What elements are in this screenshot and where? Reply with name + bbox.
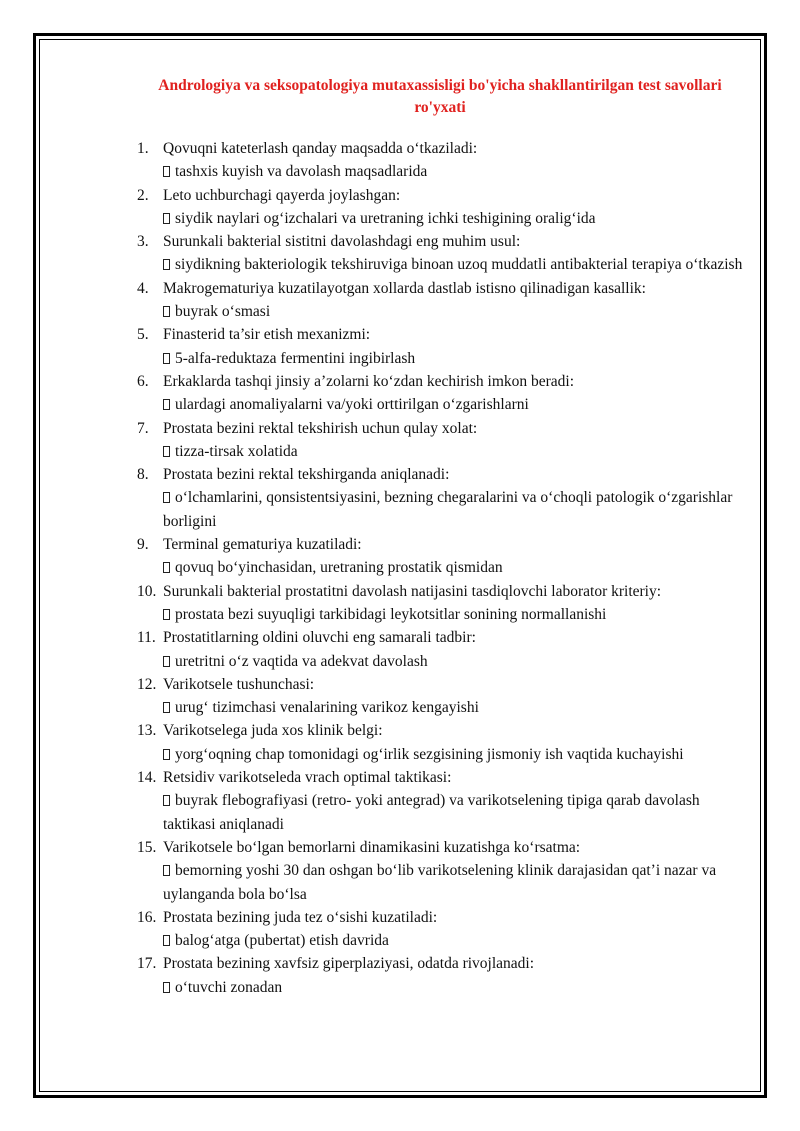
question-text: Terminal gematuriya kuzatiladi: — [163, 536, 362, 554]
answer-text: siydikning bakteriologik tekshiruviga binoan uzoq muddatli antibakterial terapiya oʻtkazish — [175, 256, 743, 274]
question-item — [0, 137, 800, 184]
question-item — [0, 230, 800, 277]
answer-line — [163, 253, 748, 276]
answer-line — [163, 789, 748, 836]
question-number: 16. — [137, 908, 157, 926]
answer-text: tizza-tirsak xolatida — [175, 442, 298, 460]
question-text: Makrogematuriya kuzatilayotgan xollarda dastlab istisno qilinadigan kasallik: — [163, 279, 646, 297]
question-text: Qovuqni kateterlash qanday maqsadda oʻtkaziladi: — [163, 140, 478, 157]
question-item — [0, 952, 800, 999]
question-number: 9. — [137, 536, 149, 554]
document-title: Andrologiya va seksopatologiya mutaxassisligi bo'yicha shakllantirilgan test savollari ro'yxati — [158, 77, 722, 116]
answer-line — [163, 300, 748, 323]
empty-box-icon — [163, 399, 170, 410]
empty-box-icon — [163, 865, 170, 876]
question-item — [0, 370, 800, 417]
answer-text: uretritni oʻz vaqtida va adekvat davolash — [175, 652, 428, 670]
empty-box-icon — [163, 259, 170, 270]
question-item — [0, 323, 800, 370]
answer-text: urugʻ tizimchasi venalarining varikoz kengayishi — [175, 699, 479, 717]
answer-text: ulardagi anomaliyalarni va/yoki orttirilgan oʻzgarishlarni — [175, 396, 529, 414]
answer-line — [163, 743, 748, 766]
empty-box-icon — [163, 609, 170, 620]
answer-line — [163, 603, 748, 626]
question-number: 14. — [137, 769, 157, 787]
question-item — [0, 417, 800, 464]
question-text: Leto uchburchagi qayerda joylashgan: — [163, 186, 401, 204]
answer-line — [163, 650, 748, 673]
empty-box-icon — [163, 306, 170, 317]
empty-box-icon — [163, 935, 170, 946]
question-number: 6. — [137, 372, 149, 390]
answer-line — [163, 929, 748, 952]
empty-box-icon — [163, 702, 170, 713]
question-number: 15. — [137, 838, 157, 856]
question-number: 3. — [137, 233, 149, 251]
empty-box-icon — [163, 749, 170, 760]
question-item — [0, 906, 800, 953]
question-item — [0, 463, 800, 533]
answer-text: bemorning yoshi 30 dan oshgan boʻlib varikotselening klinik darajasidan qat’i nazar va uylanganda bola boʻlsa — [163, 862, 717, 903]
answer-text: qovuq boʻyinchasidan, uretraning prostatik qismidan — [175, 559, 503, 577]
answer-text: oʻtuvchi zonadan — [175, 978, 283, 996]
empty-box-icon — [163, 492, 170, 503]
question-number: 4. — [137, 279, 149, 297]
answer-text: buyrak flebografiyasi (retro- yoki antegrad) va varikotselening tipiga qarab davolash taktikasi aniqlanadi — [163, 792, 700, 833]
answer-text: oʻlchamlarini, qonsistentsiyasini, bezning chegaralarini va oʻchoqli patologik oʻzgarishlar borligini — [163, 489, 733, 530]
empty-box-icon — [163, 562, 170, 573]
question-number: 7. — [137, 419, 149, 437]
answer-line — [163, 440, 748, 463]
question-item — [0, 184, 800, 231]
question-text: Varikotsele tushunchasi: — [163, 675, 315, 693]
question-number: 5. — [137, 326, 149, 344]
question-list — [0, 137, 800, 999]
answer-line — [163, 859, 748, 906]
question-text: Prostata bezini rektal tekshirganda aniqlanadi: — [163, 466, 450, 484]
answer-line — [163, 207, 748, 230]
empty-box-icon — [163, 353, 170, 364]
question-text: Prostata bezini rektal tekshirish uchun qulay xolat: — [163, 419, 478, 437]
answer-text: buyrak oʻsmasi — [175, 303, 271, 321]
question-item — [0, 580, 800, 627]
empty-box-icon — [163, 213, 170, 224]
question-text: Prostata bezining juda tez oʻsishi kuzatiladi: — [163, 908, 438, 926]
empty-box-icon — [163, 656, 170, 667]
question-item — [0, 533, 800, 580]
question-text: Prostata bezining xavfsiz giperplaziyasi, odatda rivojlanadi: — [163, 955, 535, 973]
question-item — [0, 673, 800, 720]
question-item — [0, 766, 800, 836]
question-number: 17. — [137, 955, 157, 973]
answer-line — [163, 486, 748, 533]
answer-line — [163, 556, 748, 579]
answer-text: balogʻatga (pubertat) etish davrida — [175, 932, 389, 950]
question-number: 2. — [137, 186, 149, 204]
answer-line — [163, 393, 748, 416]
empty-box-icon — [163, 982, 170, 993]
answer-text: prostata bezi suyuqligi tarkibidagi leykotsitlar sonining normallanishi — [175, 605, 607, 623]
question-text: Prostatitlarning oldini oluvchi eng samarali tadbir: — [163, 629, 476, 647]
question-number: 12. — [137, 675, 157, 693]
answer-text: 5-alfa-reduktaza fermentini ingibirlash — [175, 349, 416, 367]
question-text: Retsidiv varikotseleda vrach optimal taktikasi: — [163, 769, 452, 787]
answer-line — [163, 976, 748, 999]
question-number: 11. — [137, 629, 156, 647]
empty-box-icon — [163, 795, 170, 806]
answer-line — [163, 696, 748, 719]
question-number: 8. — [137, 466, 149, 484]
question-text: Varikotsele boʻlgan bemorlarni dinamikasini kuzatishga koʻrsatma: — [163, 838, 581, 856]
question-item — [0, 277, 800, 324]
answer-text: siydik naylari ogʻizchalari va uretraning ichki teshigining oraligʻida — [175, 209, 596, 227]
question-text: Erkaklarda tashqi jinsiy a’zolarni koʻzdan kechirish imkon beradi: — [163, 372, 575, 390]
question-number: 1. — [137, 140, 149, 157]
question-text: Varikotselega juda xos klinik belgi: — [163, 722, 383, 740]
question-item — [0, 836, 800, 906]
question-text: Surunkali bakterial sistitni davolashdagi eng muhim usul: — [163, 233, 521, 251]
question-number: 13. — [137, 722, 157, 740]
question-text: Finasterid ta’sir etish mexanizmi: — [163, 326, 371, 344]
empty-box-icon — [163, 446, 170, 457]
answer-line — [163, 160, 748, 183]
answer-text: tashxis kuyish va davolash maqsadlarida — [175, 163, 428, 181]
answer-line — [163, 347, 748, 370]
question-item — [0, 626, 800, 673]
question-text: Surunkali bakterial prostatitni davolash natijasini tasdiqlovchi laborator kriteriy: — [163, 582, 662, 600]
empty-box-icon — [163, 166, 170, 177]
question-number: 10. — [137, 582, 157, 600]
question-item — [0, 719, 800, 766]
answer-text: yorgʻoqning chap tomonidagi ogʻirlik sezgisining jismoniy ish vaqtida kuchayishi — [175, 745, 684, 763]
